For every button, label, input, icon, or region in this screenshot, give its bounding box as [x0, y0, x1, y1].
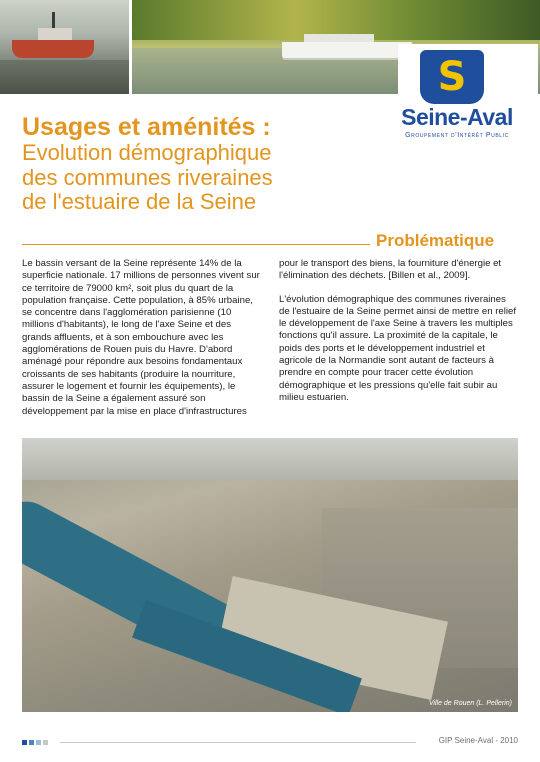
photo-horizon: [22, 438, 518, 480]
logo-s-glyph: S: [437, 54, 467, 100]
subtitle-line: de l'estuaire de la Seine: [22, 189, 257, 214]
logo-tagline: Groupement d'Intérêt Public: [405, 132, 509, 139]
ship-hull: [12, 40, 94, 58]
page-subtitle: [22, 141, 342, 215]
section-rule: [22, 244, 370, 245]
footer-square: [22, 740, 27, 745]
footer-square: [29, 740, 34, 745]
page-title: Usages et aménités :: [22, 113, 271, 141]
body-column-left: [22, 258, 262, 429]
subtitle-line: Evolution démographique: [22, 140, 272, 165]
river-water: [0, 60, 129, 94]
photo-caption: Ville de Rouen (L. Pellerin): [428, 700, 512, 707]
footer-text: GIP Seine-Aval - 2010: [438, 736, 518, 745]
subtitle-line: des communes riveraines: [22, 164, 273, 190]
paragraph: L'évolution démographique des communes riveraines de l'estuaire de la Seine permet ainsi de mettre en relief le développement de l'axe Seine à travers les multiples fonctions qu'il assure. La proximité de la capitale, le poids des ports et le développement industriel et agricole de la Normandie sont autant de facteurs à prendre en compte pour tracer cette évolution démographique et les pressions qu'elle fait subir au milieu estuarien.: [279, 293, 517, 403]
header-photo-ferry: [0, 0, 129, 94]
logo-brand-name: Seine-Aval: [401, 104, 513, 130]
footer-square: [36, 740, 41, 745]
footer-square: [43, 740, 48, 745]
cruise-boat: [282, 42, 412, 58]
section-heading: Problématique: [376, 231, 495, 250]
paragraph: pour le transport des biens, la fourniture d'énergie et l'élimination des déchets. [Billen et al., 2009].: [279, 258, 502, 282]
body-column-right: [279, 258, 519, 415]
aerial-photo-rouen: [22, 438, 518, 712]
paragraph: Le bassin versant de la Seine représente 14% de la superficie nationale. 17 millions de personnes vivent sur ce territoire de 79000 km², soit plus du quart de la population française. Cette population, à 85% urbaine, se concentre dans l'agglomération parisienne (10 millions d'habitants), le long de l'axe Seine et des grands affluents, et à son embouchure avec les agglomérations de Rouen puis du Havre. D'abord aménagé pour répondre aux besoins fondamentaux croissants de ses habitants (produire la nourriture, assurer le logement et fournir les équipements), le bassin de la Seine a également assuré son développement par la mise en place d'infrastructures: [22, 258, 260, 417]
footer-rule: [60, 742, 416, 743]
